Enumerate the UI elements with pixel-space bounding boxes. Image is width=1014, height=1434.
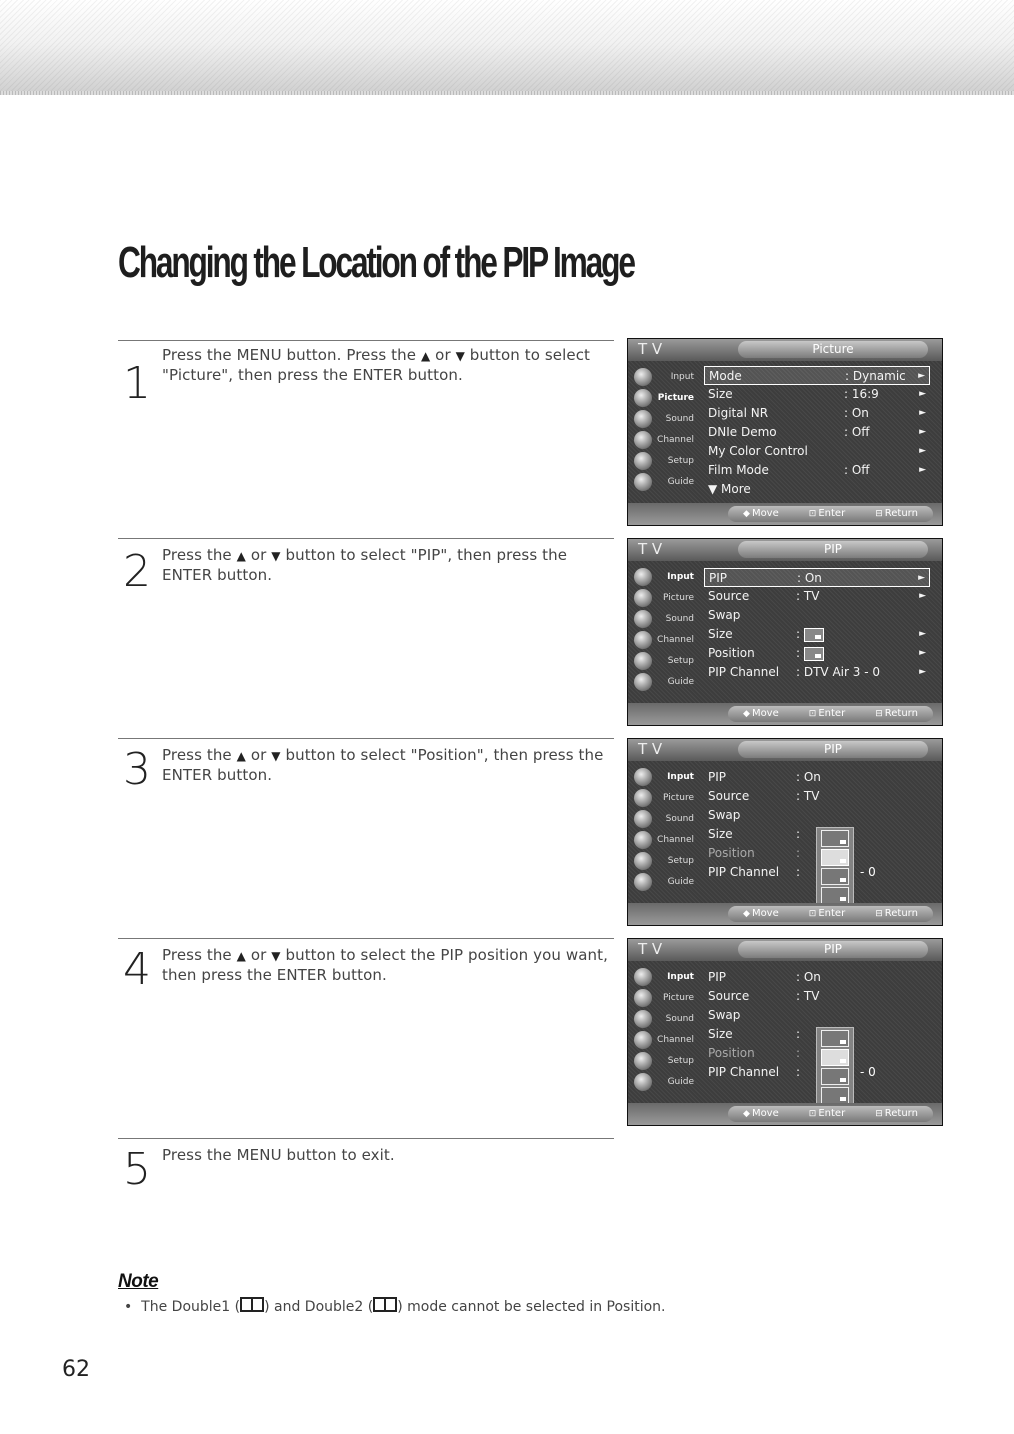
osd-tv-label: T V	[638, 340, 663, 358]
osd-hint-bar: ◆ Move ⊡ Enter ⊟ Return	[628, 703, 942, 725]
right-arrow-icon: ►	[919, 408, 926, 418]
osd-row-size: Size : ►	[704, 625, 930, 644]
osd-title-bar	[628, 539, 942, 561]
enter-icon: ⊡	[808, 709, 817, 719]
side-item-input: Input	[632, 967, 698, 987]
step-divider	[118, 1138, 614, 1139]
osd-hint-bar: ◆ Move ⊡ Enter ⊟ Return	[628, 503, 942, 525]
position-option	[821, 1030, 849, 1047]
osd-side-menu	[628, 761, 700, 903]
osd-title-bar	[628, 339, 942, 361]
step-text: Press the ▲ or ▼ button to select "PIP", then press the ENTER button.	[162, 546, 568, 584]
side-item-setup: Setup	[632, 651, 698, 671]
position-option-selected	[821, 1049, 849, 1066]
channel-icon	[634, 631, 652, 649]
tv-osd-picture-menu	[627, 338, 943, 526]
step-number: 2	[123, 546, 151, 597]
page-title: Changing the Location of the PIP Image	[118, 238, 634, 287]
tv-osd-pip-position-select	[627, 938, 943, 1126]
move-icon: ◆	[743, 1109, 750, 1119]
picture-icon	[634, 589, 652, 607]
osd-tv-label: T V	[638, 540, 663, 558]
osd-row-digital-nr: Digital NR : On ►	[704, 404, 930, 423]
step-divider	[118, 738, 614, 739]
right-arrow-icon: ►	[919, 591, 926, 601]
double2-icon	[373, 1297, 397, 1312]
picture-icon	[634, 989, 652, 1007]
osd-tv-label: T V	[638, 940, 663, 958]
move-icon: ◆	[743, 909, 750, 919]
osd-row-pip-channel: PIP Channel : DTV Air 3 - 0 ►	[704, 663, 930, 682]
side-item-guide: Guide	[632, 672, 698, 692]
osd-menu-title: Picture	[738, 341, 928, 358]
double1-icon	[240, 1297, 264, 1312]
channel-icon	[634, 831, 652, 849]
side-item-picture: Picture	[632, 588, 698, 608]
osd-menu-title: PIP	[738, 741, 928, 758]
setup-icon	[634, 452, 652, 470]
step-number: 5	[123, 1144, 151, 1195]
osd-row-dnie-demo: DNIe Demo : Off ►	[704, 423, 930, 442]
setup-icon	[634, 652, 652, 670]
right-arrow-icon: ►	[919, 427, 926, 437]
page-number: 62	[62, 1357, 90, 1382]
side-item-picture: Picture	[632, 388, 698, 408]
tv-osd-pip-menu	[627, 538, 943, 726]
side-item-picture: Picture	[632, 988, 698, 1008]
osd-row-source: Source : TV	[708, 989, 820, 1003]
osd-row-pip: PIP : On	[708, 970, 821, 984]
up-triangle-icon: ▲	[236, 749, 246, 763]
sound-icon	[634, 810, 652, 828]
up-triangle-icon: ▲	[236, 949, 246, 963]
position-selector	[816, 827, 854, 907]
side-item-input: Input	[632, 367, 698, 387]
input-icon	[634, 768, 652, 786]
osd-row-more: ▼ More	[708, 482, 751, 496]
osd-side-menu	[628, 561, 700, 703]
osd-tv-label: T V	[638, 740, 663, 758]
osd-row-source: Source : TV ►	[704, 587, 930, 606]
osd-row-swap: Swap	[708, 1008, 741, 1022]
position-option	[821, 868, 849, 885]
return-icon: ⊟	[875, 1109, 883, 1119]
side-item-setup: Setup	[632, 1051, 698, 1071]
osd-row-size: Size : 16:9 ►	[704, 385, 930, 404]
side-item-sound: Sound	[632, 1009, 698, 1029]
right-arrow-icon: ►	[918, 573, 925, 583]
osd-side-menu	[628, 361, 700, 503]
down-triangle-icon: ▼	[271, 549, 281, 563]
tv-osd-pip-position-menu	[627, 738, 943, 926]
note-text: • The Double1 ( ) and Double2 ( ) mode cannot be selected in Position.	[124, 1299, 666, 1315]
up-triangle-icon: ▲	[236, 549, 246, 563]
enter-icon: ⊡	[808, 909, 817, 919]
osd-row-pip: PIP : On ►	[704, 568, 930, 587]
side-item-setup: Setup	[632, 851, 698, 871]
setup-icon	[634, 1052, 652, 1070]
step-divider	[118, 538, 614, 539]
osd-row-my-color-control: My Color Control ►	[704, 442, 930, 461]
step-number: 3	[123, 744, 151, 795]
osd-row-size: Size :	[708, 827, 801, 841]
return-icon: ⊟	[875, 709, 883, 719]
side-item-picture: Picture	[632, 788, 698, 808]
side-item-guide: Guide	[632, 1072, 698, 1092]
step-text: Press the MENU button. Press the ▲ or ▼ button to select "Picture", then press the ENTER button.	[162, 346, 591, 384]
pip-size-icon	[804, 628, 824, 642]
return-icon: ⊟	[875, 509, 883, 519]
enter-icon: ⊡	[808, 1109, 817, 1119]
side-item-channel: Channel	[632, 630, 698, 650]
osd-row-position: Position :	[708, 846, 801, 860]
enter-icon: ⊡	[808, 509, 817, 519]
osd-title-bar	[628, 739, 942, 761]
osd-row-source: Source : TV	[708, 789, 820, 803]
guide-icon	[634, 473, 652, 491]
side-item-channel: Channel	[632, 430, 698, 450]
osd-row-size: Size :	[708, 1027, 801, 1041]
osd-row-pip-channel: PIP Channel : - 0	[708, 865, 876, 879]
right-arrow-icon: ►	[919, 446, 926, 456]
position-option-selected	[821, 849, 849, 866]
side-item-sound: Sound	[632, 609, 698, 629]
bullet: •	[124, 1299, 133, 1315]
side-item-channel: Channel	[632, 830, 698, 850]
position-selector	[816, 1027, 854, 1107]
side-item-input: Input	[632, 767, 698, 787]
input-icon	[634, 568, 652, 586]
position-option	[821, 1068, 849, 1085]
step-divider	[118, 340, 614, 341]
side-item-guide: Guide	[632, 872, 698, 892]
side-item-input: Input	[632, 567, 698, 587]
up-triangle-icon: ▲	[420, 349, 431, 363]
step-text: Press the ▲ or ▼ button to select the PIP position you want, then press the ENTER button.	[162, 946, 608, 984]
guide-icon	[634, 873, 652, 891]
sound-icon	[634, 610, 652, 628]
picture-icon	[634, 789, 652, 807]
setup-icon	[634, 852, 652, 870]
osd-menu-title: PIP	[738, 541, 928, 558]
input-icon	[634, 968, 652, 986]
side-item-sound: Sound	[632, 409, 698, 429]
osd-row-swap: Swap	[708, 808, 741, 822]
right-arrow-icon: ►	[919, 629, 926, 639]
step-number: 1	[123, 358, 151, 409]
move-icon: ◆	[743, 509, 750, 519]
osd-row-position: Position :	[708, 1046, 801, 1060]
osd-title-bar	[628, 939, 942, 961]
step-divider	[118, 938, 614, 939]
right-arrow-icon: ►	[918, 371, 925, 381]
guide-icon	[634, 673, 652, 691]
osd-row-pip-channel: PIP Channel : - 0	[708, 1065, 876, 1079]
position-option	[821, 830, 849, 847]
right-arrow-icon: ►	[919, 465, 926, 475]
move-icon: ◆	[743, 709, 750, 719]
input-icon	[634, 368, 652, 386]
position-option	[821, 1087, 849, 1104]
note-heading: Note	[118, 1271, 159, 1292]
osd-row-swap: Swap	[708, 608, 741, 622]
side-item-setup: Setup	[632, 451, 698, 471]
step-number: 4	[123, 944, 151, 995]
osd-side-menu	[628, 961, 700, 1103]
header-band	[0, 0, 1014, 95]
osd-row-film-mode: Film Mode : Off ►	[704, 461, 930, 480]
right-arrow-icon: ►	[919, 389, 926, 399]
channel-icon	[634, 1031, 652, 1049]
osd-menu-title: PIP	[738, 941, 928, 958]
channel-icon	[634, 431, 652, 449]
osd-row-mode: Mode : Dynamic ►	[704, 366, 930, 385]
osd-hint-bar: ◆ Move ⊡ Enter ⊟ Return	[628, 1103, 942, 1125]
side-item-guide: Guide	[632, 472, 698, 492]
sound-icon	[634, 1010, 652, 1028]
position-option	[821, 887, 849, 904]
side-item-channel: Channel	[632, 1030, 698, 1050]
down-triangle-icon: ▼	[455, 349, 465, 363]
side-item-sound: Sound	[632, 809, 698, 829]
down-triangle-icon: ▼	[271, 749, 281, 763]
step-text: Press the MENU button to exit.	[162, 1146, 395, 1164]
sound-icon	[634, 410, 652, 428]
osd-hint-bar: ◆ Move ⊡ Enter ⊟ Return	[628, 903, 942, 925]
pip-position-icon	[804, 647, 824, 661]
step-text: Press the ▲ or ▼ button to select "Position", then press the ENTER button.	[162, 746, 604, 784]
right-arrow-icon: ►	[919, 648, 926, 658]
osd-row-position: Position : ►	[704, 644, 930, 663]
guide-icon	[634, 1073, 652, 1091]
down-triangle-icon: ▼	[271, 949, 281, 963]
right-arrow-icon: ►	[919, 667, 926, 677]
return-icon: ⊟	[875, 909, 883, 919]
picture-icon	[634, 389, 652, 407]
osd-row-pip: PIP : On	[708, 770, 821, 784]
